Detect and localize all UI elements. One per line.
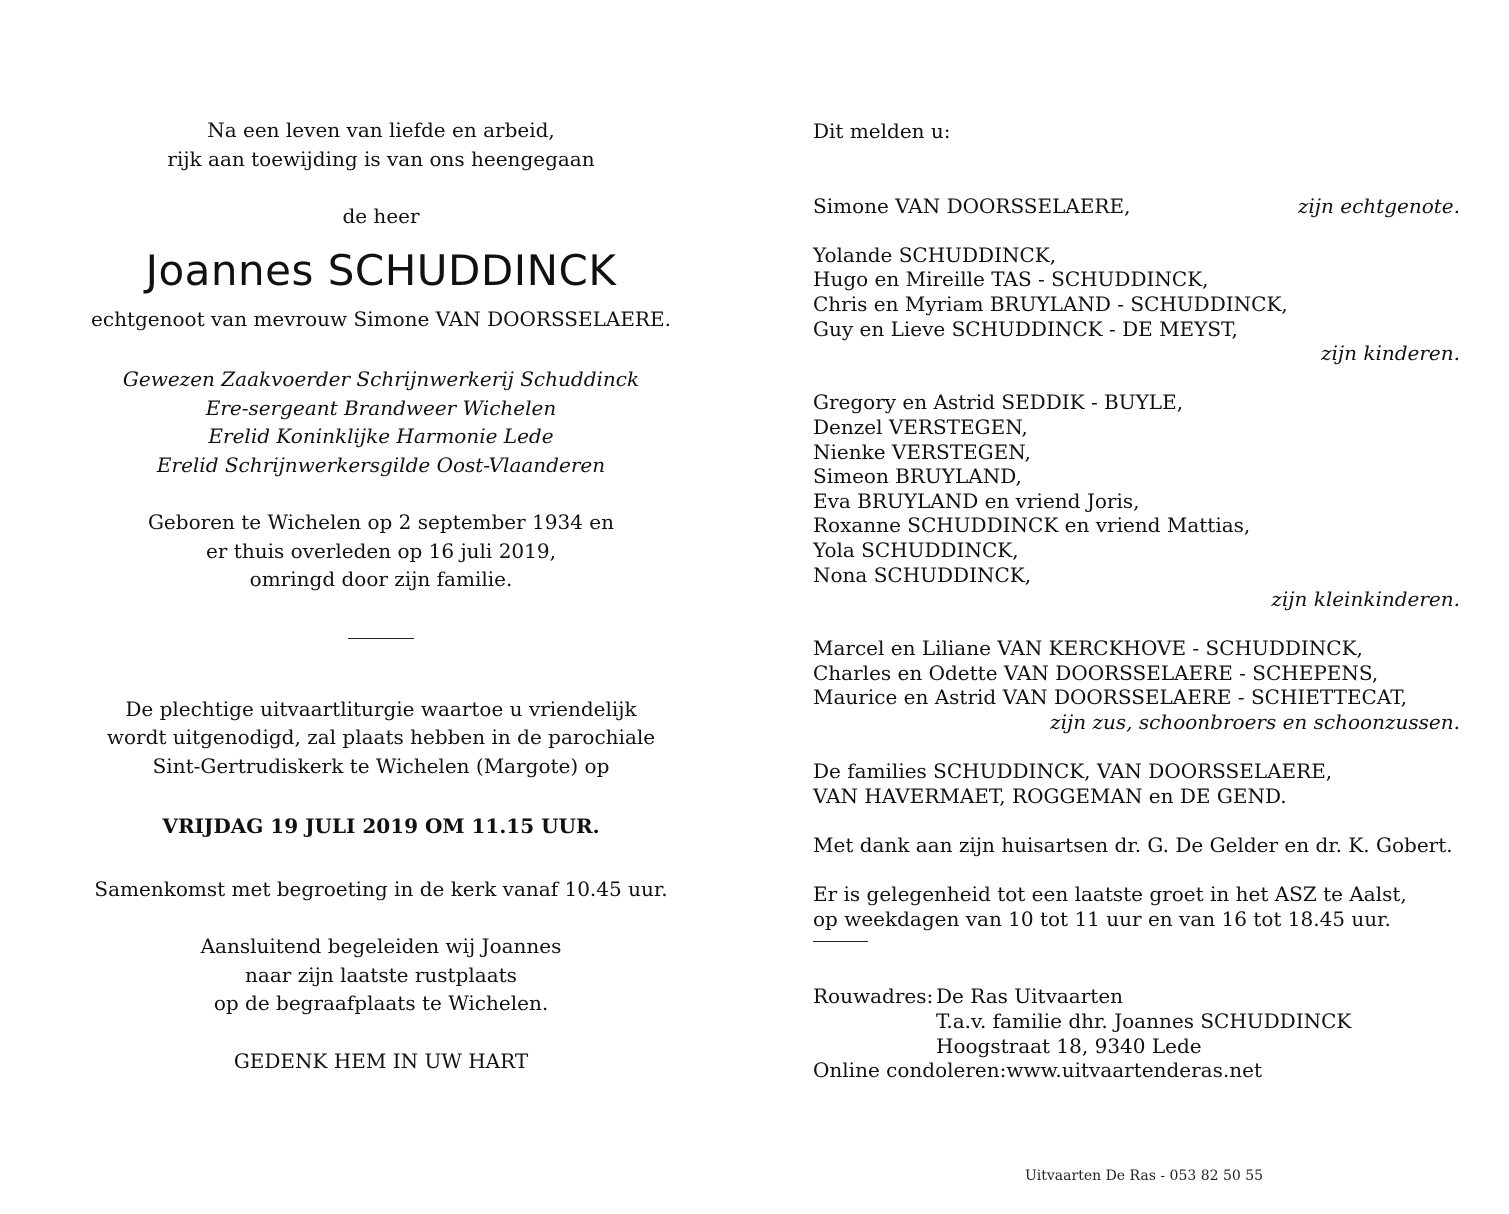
- gathering-line: Samenkomst met begroeting in de kerk vanaf 10.45 uur.: [94, 876, 668, 901]
- family-heading: Dit melden u:: [813, 119, 951, 143]
- birth-death-line: er thuis overleden op 16 juli 2019,: [206, 538, 556, 563]
- mourning-address: [813, 984, 1460, 1009]
- liturgy-line: Sint-Gertrudiskerk te Wichelen (Margote) op: [152, 753, 610, 778]
- online-label: Online condoleren:: [813, 1058, 1007, 1083]
- siblings-relation: zijn zus, schoonbroers en schoonzussen.: [1050, 710, 1460, 735]
- child-name: Guy en Lieve SCHUDDINCK - DE MEYST,: [813, 316, 1238, 341]
- footer-contact: Uitvaarten De Ras - 053 82 50 55: [1025, 1168, 1264, 1184]
- spouse-line: echtgenoot van mevrouw Simone VAN DOORSSELAERE.: [91, 306, 671, 331]
- condolence-url[interactable]: www.uitvaartenderas.net: [1006, 1058, 1262, 1083]
- child-name: Chris en Myriam BRUYLAND - SCHUDDINCK,: [813, 291, 1288, 316]
- burial-line: naar zijn laatste rustplaats: [245, 962, 517, 987]
- intro-line: rijk aan toewijding is van ons heengegaan: [167, 146, 595, 171]
- farewell-line: Er is gelegenheid tot een laatste groet in het ASZ te Aalst,: [813, 882, 1407, 907]
- grandchildren-relation: zijn kleinkinderen.: [1271, 587, 1460, 612]
- farewell-line: op weekdagen van 10 tot 11 uur en van 16 tot 18.45 uur.: [813, 906, 1391, 931]
- ceremony-date: VRIJDAG 19 JULI 2019 OM 11.15 UUR.: [162, 814, 600, 838]
- child-name: Yolande SCHUDDINCK,: [813, 242, 1057, 267]
- salutation: de heer: [342, 204, 420, 228]
- title-line: Erelid Koninklijke Harmonie Lede: [208, 424, 554, 448]
- siblings-group: [813, 636, 1460, 734]
- closing-line: GEDENK HEM IN UW HART: [233, 1048, 529, 1073]
- thanks-line: Met dank aan zijn huisartsen dr. G. De Gelder en dr. K. Gobert.: [813, 833, 1453, 858]
- liturgy-line: wordt uitgenodigd, zal plaats hebben in de parochiale: [106, 725, 656, 749]
- address-label: Rouwadres:: [813, 984, 934, 1009]
- grandchild-name: Gregory en Astrid SEDDIK - BUYLE,: [813, 390, 1184, 415]
- children-relation: zijn kinderen.: [1320, 341, 1460, 366]
- online-condolence: [813, 1058, 1460, 1083]
- address-line: Hoogstraat 18, 9340 Lede: [936, 1033, 1202, 1058]
- sibling-name: Charles en Odette VAN DOORSSELAERE - SCHEPENS,: [813, 660, 1379, 685]
- sibling-name: Maurice en Astrid VAN DOORSSELAERE - SCHIETTECAT,: [813, 685, 1407, 710]
- grandchild-name: Eva BRUYLAND en vriend Joris,: [813, 488, 1140, 513]
- family-column: [813, 119, 1460, 1083]
- title-line: Gewezen Zaakvoerder Schrijnwerkerij Schuddinck: [122, 367, 640, 391]
- birth-death-line: Geboren te Wichelen op 2 september 1934 en: [147, 510, 615, 534]
- title-line: Erelid Schrijnwerkersgilde Oost-Vlaanderen: [156, 452, 606, 477]
- burial-line: op de begraafplaats te Wichelen.: [213, 991, 549, 1015]
- children-group: [813, 243, 1460, 366]
- grandchild-name: Roxanne SCHUDDINCK en vriend Mattias,: [813, 513, 1251, 538]
- liturgy-line: De plechtige uitvaartliturgie waartoe u vriendelijk: [125, 696, 637, 721]
- families-line: De families SCHUDDINCK, VAN DOORSSELAERE,: [813, 759, 1333, 784]
- deceased-name: Joannes SCHUDDINCK: [145, 245, 617, 295]
- grandchild-name: Yola SCHUDDINCK,: [813, 537, 1019, 562]
- birth-death-line: omringd door zijn familie.: [249, 567, 513, 591]
- grandchildren-group: [813, 390, 1460, 611]
- child-name: Hugo en Mireille TAS - SCHUDDINCK,: [813, 267, 1209, 292]
- address-line: T.a.v. familie dhr. Joannes SCHUDDINCK: [936, 1009, 1352, 1033]
- burial-line: Aansluitend begeleiden wij Joannes: [200, 934, 562, 958]
- grandchild-name: Denzel VERSTEGEN,: [813, 414, 1028, 439]
- grandchild-name: Simeon BRUYLAND,: [813, 464, 1022, 489]
- announcement-column: [80, 116, 682, 1075]
- address-line: De Ras Uitvaarten: [936, 984, 1124, 1009]
- families-line: VAN HAVERMAET, ROGGEMAN en DE GEND.: [813, 783, 1287, 808]
- spouse-name: Simone VAN DOORSSELAERE,: [813, 193, 1131, 218]
- intro-line: Na een leven van liefde en arbeid,: [207, 118, 555, 142]
- spouse-relation: zijn echtgenote.: [1297, 193, 1460, 218]
- sibling-name: Marcel en Liliane VAN KERCKHOVE - SCHUDDINCK,: [813, 636, 1363, 661]
- grandchild-name: Nienke VERSTEGEN,: [813, 439, 1031, 464]
- grandchild-name: Nona SCHUDDINCK,: [813, 562, 1032, 587]
- spouse-row: [813, 194, 1460, 219]
- title-line: Ere-sergeant Brandweer Wichelen: [205, 395, 557, 420]
